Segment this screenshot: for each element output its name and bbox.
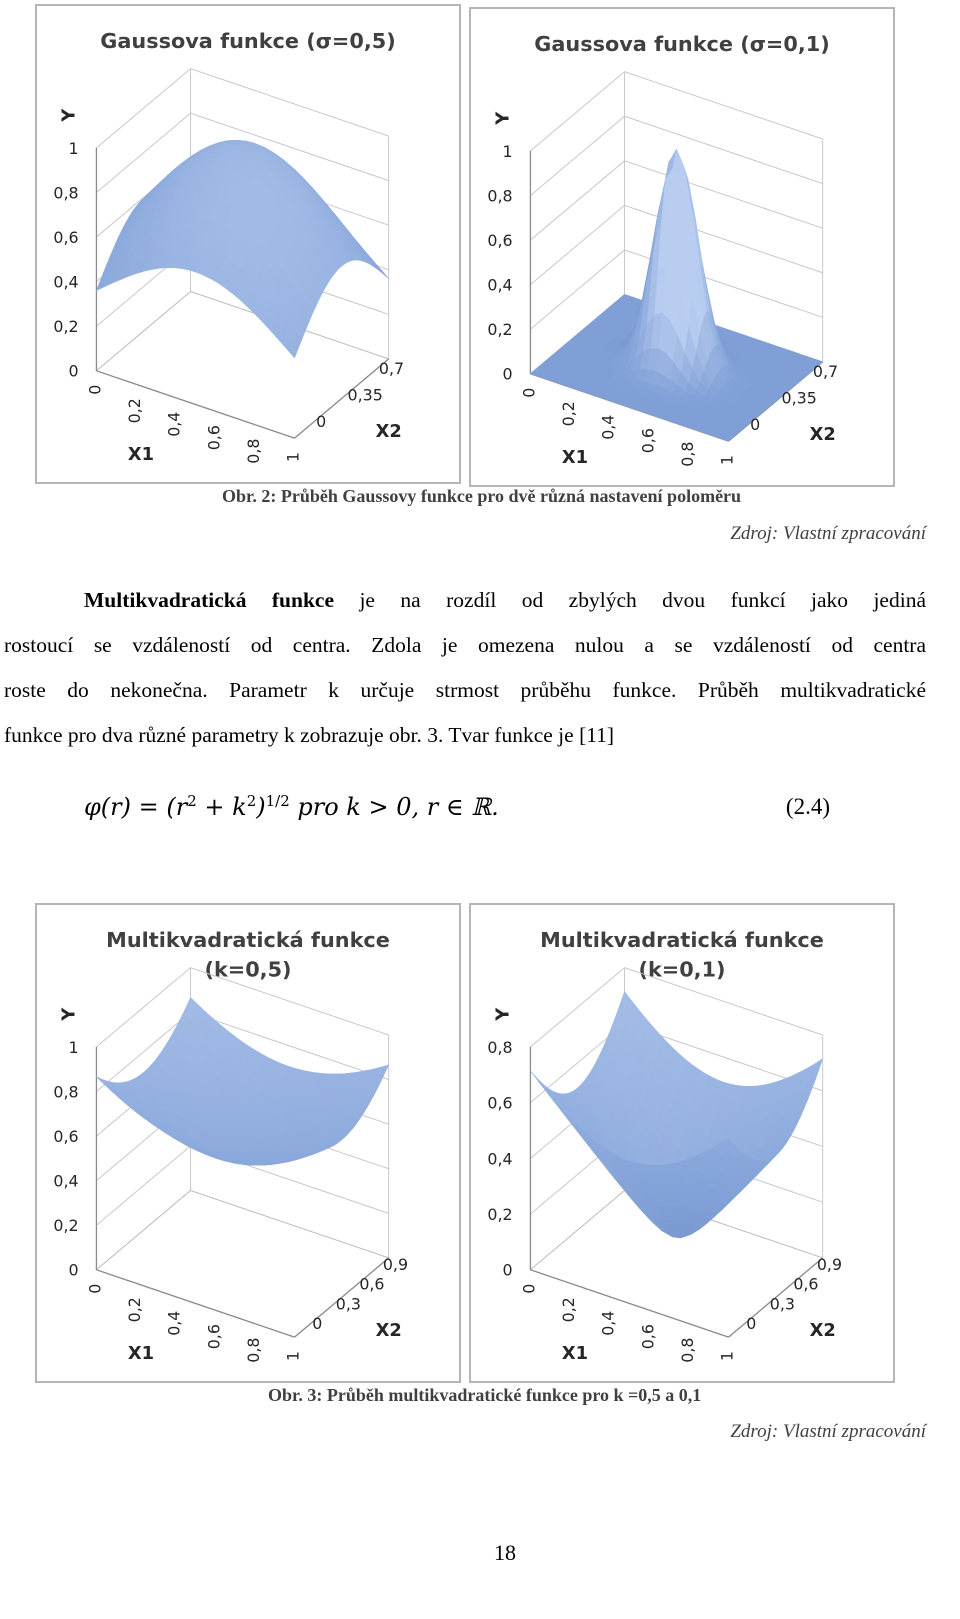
- y-tick-label: 0,6: [487, 1093, 513, 1113]
- x1-tick-label: 0,6: [204, 425, 224, 451]
- y-tick-label: 0: [68, 361, 79, 381]
- x1-tick-label: 0,2: [125, 1297, 145, 1323]
- x1-axis-label: X1: [561, 1342, 589, 1364]
- x1-tick-label: 1: [717, 455, 737, 466]
- x1-tick-label: 0,2: [559, 1297, 579, 1323]
- equation-formula: [84, 792, 499, 821]
- x2-tick-label: 0,7: [378, 359, 405, 379]
- chart-svg: [471, 905, 893, 1381]
- x1-tick-label: 0,4: [598, 414, 618, 440]
- page-number: 18: [494, 1540, 516, 1565]
- x2-tick-label: 0,35: [781, 388, 817, 408]
- x1-axis-label: X1: [127, 443, 155, 465]
- x1-tick-label: 0,6: [638, 1324, 658, 1350]
- y-tick-label: 0,8: [53, 1082, 79, 1102]
- y-tick-label: 1: [502, 141, 513, 161]
- x1-tick-label: 1: [283, 1351, 303, 1362]
- line-1-rest: je na rozdíl od zbylých dvou funkcí jako jediná: [334, 588, 926, 612]
- x1-axis-label: X1: [561, 446, 589, 468]
- x2-tick-label: 0,3: [769, 1294, 795, 1314]
- x1-tick-label: 0: [519, 387, 539, 398]
- x2-tick-label: 0: [312, 1314, 323, 1334]
- y-tick-label: 0: [502, 1260, 513, 1280]
- figure-2-source: Zdroj: Vlastní zpracování: [730, 523, 926, 544]
- x1-tick-label: 1: [717, 1351, 737, 1362]
- chart-svg: [471, 9, 893, 485]
- surface: [530, 149, 822, 441]
- paragraph-line-4: funkce pro dva různé parametry k zobrazuje obr. 3. Tvar funkce je [11]: [4, 723, 615, 747]
- x2-axis-label: X2: [809, 1320, 836, 1342]
- figure-3-source: Zdroj: Vlastní zpracování: [730, 1421, 926, 1442]
- y-tick-label: 0,2: [53, 317, 79, 337]
- x1-tick-label: 0,8: [243, 438, 263, 464]
- y-tick-label: 0: [68, 1260, 79, 1280]
- y-tick-label: 0,6: [487, 231, 513, 251]
- paragraph-line-2: rostoucí se vzdáleností od centra. Zdola je omezena nulou a se vzdáleností od centra: [4, 633, 926, 657]
- x1-tick-label: 0: [519, 1283, 539, 1294]
- y-tick-label: 0,4: [53, 272, 79, 292]
- chart-subtitle: (k=0,1): [638, 957, 726, 982]
- x2-axis-label: X2: [375, 1320, 402, 1342]
- y-tick-label: 0,8: [53, 183, 79, 203]
- y-tick-label: 0,2: [487, 320, 513, 340]
- y-tick-label: 0,4: [487, 275, 513, 295]
- chart-title: Multikvadratická funkce: [540, 927, 824, 952]
- eq-plus: + k: [196, 793, 247, 821]
- bold-term: Multikvadratická funkce: [84, 588, 335, 612]
- x1-tick-label: 0: [85, 1283, 105, 1294]
- y-axis-label: Y: [492, 1007, 514, 1021]
- x1-tick-label: 0,8: [243, 1337, 263, 1363]
- figure-3-caption: Obr. 3: Průběh multikvadratické funkce pro k =0,5 a 0,1: [268, 1385, 702, 1405]
- chart-title: Multikvadratická funkce: [106, 927, 390, 952]
- body-paragraph: [4, 578, 926, 758]
- y-axis-label: Y: [58, 1007, 80, 1021]
- y-tick-label: 1: [68, 1037, 79, 1057]
- gauss-chart-sigma-05: [35, 4, 461, 484]
- equation-number: (2.4): [785, 794, 830, 819]
- x1-tick-label: 0,6: [638, 428, 658, 454]
- paragraph-line-1: [4, 578, 926, 623]
- x1-tick-label: 0,2: [559, 401, 579, 427]
- eq-exp: 1/2: [265, 792, 290, 810]
- y-tick-label: 0,4: [53, 1171, 79, 1191]
- x1-axis-label: X1: [127, 1342, 155, 1364]
- chart-subtitle: (k=0,5): [204, 957, 292, 982]
- x2-axis-label: X2: [375, 421, 402, 443]
- chart-svg: [37, 905, 459, 1381]
- x2-tick-label: 0,7: [812, 362, 839, 382]
- x1-tick-label: 0: [85, 384, 105, 395]
- x2-tick-label: 0: [316, 411, 327, 431]
- eq-sq1: 2: [187, 792, 197, 810]
- chart-title: Gaussova funkce (σ=0,1): [534, 31, 830, 56]
- y-tick-label: 0,4: [487, 1149, 513, 1169]
- x2-tick-label: 0: [746, 1314, 757, 1334]
- x2-tick-label: 0,9: [816, 1254, 843, 1274]
- x2-tick-label: 0,35: [347, 385, 383, 405]
- y-axis-label: Y: [58, 108, 80, 122]
- x2-tick-label: 0,6: [793, 1274, 819, 1294]
- y-axis-label: Y: [492, 111, 514, 125]
- x2-tick-label: 0: [750, 414, 761, 434]
- eq-rest: pro k > 0, r ∈ ℝ.: [289, 793, 499, 821]
- x1-tick-label: 0,4: [164, 411, 184, 437]
- chart-svg: [37, 6, 459, 482]
- figure-2-caption: Obr. 2: Průběh Gaussovy funkce pro dvě různá nastavení poloměru: [222, 486, 742, 506]
- multiquadric-chart-k-05: [35, 903, 461, 1383]
- gridline: [96, 69, 388, 148]
- x2-tick-label: 0,3: [335, 1294, 361, 1314]
- x1-tick-label: 0,8: [677, 441, 697, 467]
- x1-tick-label: 0,4: [164, 1310, 184, 1336]
- x2-axis-label: X2: [809, 424, 836, 446]
- x1-tick-label: 0,8: [677, 1337, 697, 1363]
- x1-tick-label: 0,6: [204, 1324, 224, 1350]
- y-tick-label: 0,2: [487, 1205, 513, 1225]
- gauss-chart-sigma-01: [469, 7, 895, 487]
- y-tick-label: 0,8: [487, 1037, 513, 1057]
- x1-tick-label: 0,2: [125, 398, 145, 424]
- x2-tick-label: 0,9: [382, 1254, 409, 1274]
- chart-title: Gaussova funkce (σ=0,5): [100, 28, 396, 53]
- paragraph-line-3: roste do nekonečna. Parametr k určuje strmost průběhu funkce. Průběh multikvadratické: [4, 678, 926, 702]
- gridline: [530, 72, 822, 151]
- y-tick-label: 0,8: [487, 186, 513, 206]
- eq-lhs: φ(r) = (r: [84, 793, 188, 821]
- surface: [96, 997, 388, 1165]
- y-tick-label: 0,2: [53, 1216, 79, 1236]
- multiquadric-chart-k-01: [469, 903, 895, 1383]
- x2-tick-label: 0,6: [359, 1274, 385, 1294]
- x1-tick-label: 0,4: [598, 1310, 618, 1336]
- eq-sq2: 2: [246, 792, 257, 810]
- equation-2-4: [84, 788, 844, 832]
- surface: [530, 992, 822, 1238]
- eq-close: ): [256, 793, 266, 821]
- y-tick-label: 0,6: [53, 1127, 79, 1147]
- y-tick-label: 0,6: [53, 228, 79, 248]
- y-tick-label: 0: [502, 364, 513, 384]
- y-tick-label: 1: [68, 138, 79, 158]
- x1-tick-label: 1: [283, 452, 303, 463]
